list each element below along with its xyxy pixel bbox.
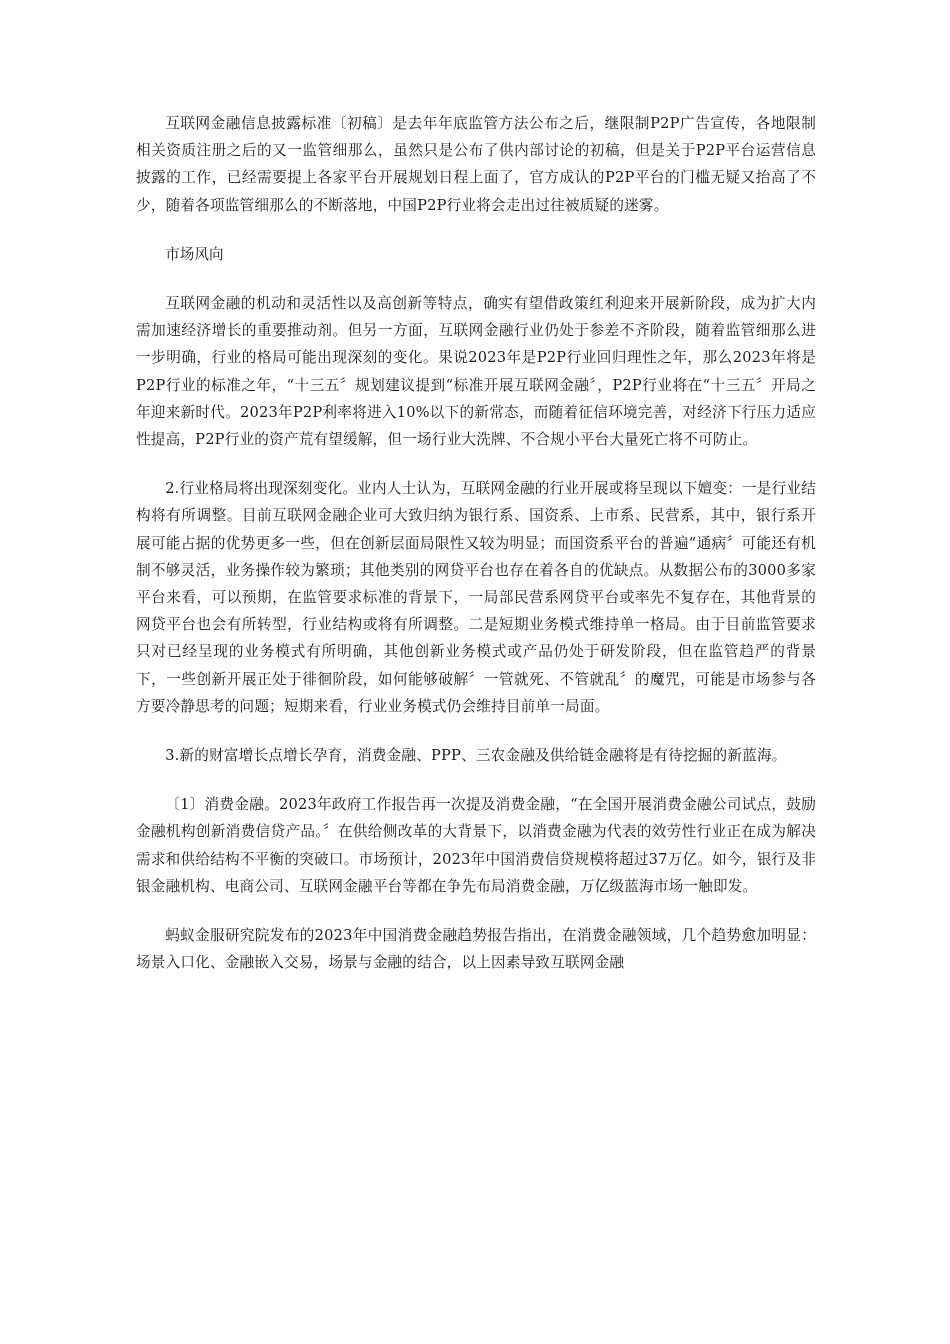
document-page: [136, 110, 816, 998]
section-heading-market-trend: 市场风向: [165, 245, 224, 263]
paragraph-consumer-finance: 〔1〕消费金融。2023年政府工作报告再一次提及消费金融，“在全国开展消费金融公司试点，鼓励金融机构创新消费信贷产品。〞在供给侧改革的大背景下，以消费金融为代表的效劳性行业正在成为解决需求和供给结构不平衡的突破口。市场预计，2023年中国消费信贷规模将超过37万亿。如今，银行及非银金融机构、电商公司、互联网金融平台等都在争先布局消费金融，万亿级蓝海市场一触即发。: [136, 796, 816, 895]
paragraph-new-growth-points: 3.新的财富增长点增长孕育，消费金融、PPP、三农金融及供给链金融将是有待挖掘的新蓝海。: [165, 747, 787, 765]
paragraph-disclosure-standard: 互联网金融信息披露标准〔初稿〕是去年年底监管方法公布之后，继限制P2P广告宣传，各地限制相关资质注册之后的又一监管细那么，虽然只是公布了供内部讨论的初稿，但是关于P2P平台运营信息披露的工作，已经需要提上各家平台开展规划日程上面了，官方成认的P2P平台的门槛无疑又抬高了不少，随着各项监管细那么的不断落地，中国P2P行业将会走出过往被质疑的迷雾。: [136, 115, 816, 214]
paragraph-industry-structure: 2.行业格局将出现深刻变化。业内人士认为，互联网金融的行业开展或将呈现以下嬗变：一是行业结构将有所调整。目前互联网金融企业可大致归纳为银行系、国资系、上市系、民营系，其中，银行系开展可能占据的优势更多一些，但在创新层面局限性又较为明显；而国资系平台的普遍“通病〞可能还有机制不够灵活，业务操作较为繁琐；其他类别的网贷平台也存在着各自的优缺点。从数据公布的3000多家平台来看，可以预期，在监管要求标准的背景下，一局部民营系网贷平台或率先不复存在，其他背景的网贷平台也会有所转型，行业结构或将有所调整。二是短期业务模式维持单一格局。由于目前监管要求只对已经呈现的业务模式有所明确，其他创新业务模式或产品仍处于研发阶段，但在监管趋严的背景下，一些创新开展正处于徘徊阶段，如何能够破解〞一管就死、不管就乱〞的魔咒，可能是市场参与各方要冷静思考的问题；短期来看，行业业务模式仍会维持目前单一局面。: [136, 480, 816, 715]
paragraph-ant-financial-report: 蚂蚁金服研究院发布的2023年中国消费金融趋势报告指出，在消费金融领域，几个趋势愈加明显：场景入口化、金融嵌入交易，场景与金融的结合，以上因素导致互联网金融: [136, 927, 816, 972]
paragraph-market-trend: 互联网金融的机动和灵活性以及高创新等特点，确实有望借政策红利迎来开展新阶段，成为扩大内需加速经济增长的重要推动剂。但另一方面，互联网金融行业仍处于参差不齐阶段，随着监管细那么进一步明确，行业的格局可能出现深刻的变化。果说2023年是P2P行业回归理性之年，那么2023年将是P2P行业的标准之年，“十三五〞规划建议提到“标准开展互联网金融〞，P2P行业将在“十三五〞开局之年迎来新时代。2023年P2P利率将进入10%以下的新常态，而随着征信环境完善，对经济下行压力适应性提高，P2P行业的资产荒有望缓解，但一场行业大洗牌、不合规小平台大量死亡将不可防止。: [136, 295, 816, 449]
